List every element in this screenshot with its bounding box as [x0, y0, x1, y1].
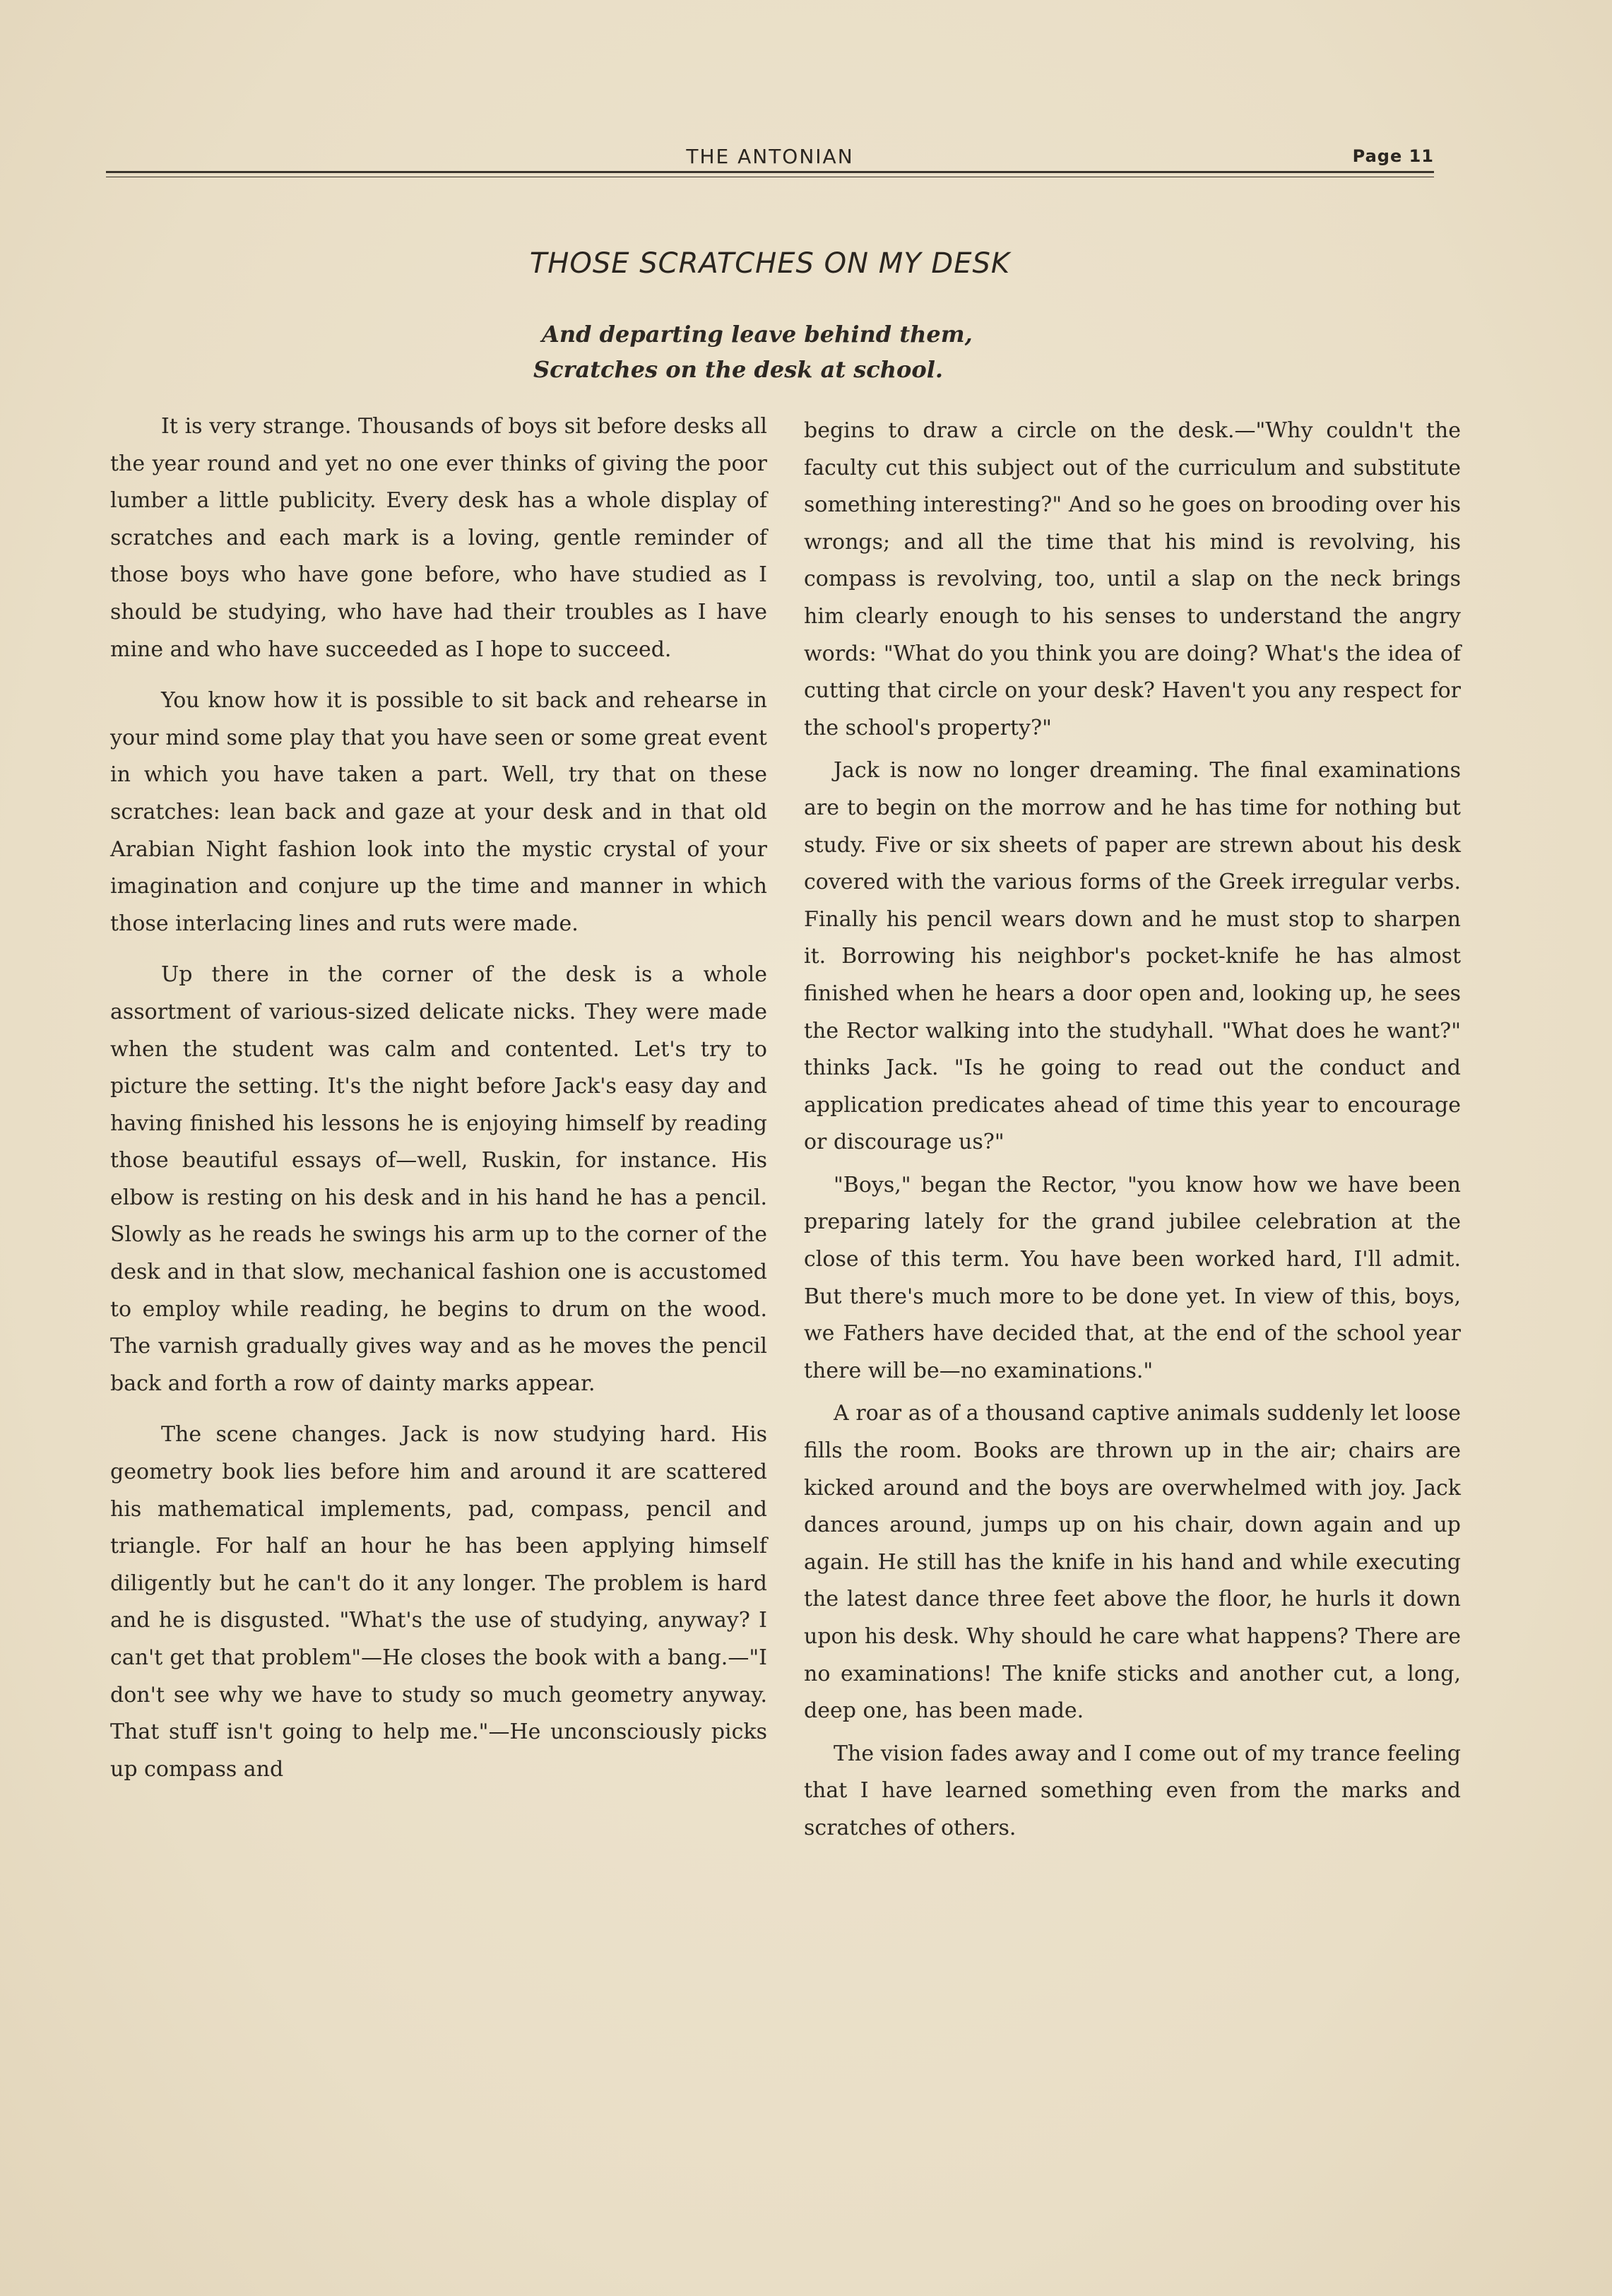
running-header [106, 145, 1434, 173]
paragraph: "Boys," began the Rector, "you know how we have been preparing lately for the grand jubilee celebration at the close of this term. You have been worked hard, I'll admit. But there's much more to be done yet. In view of this, boys, we Fathers have decided that, at the end of the school year there will be—no examinations." [804, 1172, 1461, 1383]
header-rule [106, 171, 1434, 173]
paragraph: It is very strange. Thousands of boys sit before desks all the year round and yet no one ever thinks of giving the poor lumber a little publicity. Every desk has a whole display of scratches and each mark is a loving, gentle reminder of those boys who have gone before, who have studied as I should be studying, who have had their troubles as I have mine and who have succeeded as I hope to succeed. [110, 414, 767, 662]
page-number: Page 11 [1352, 146, 1434, 166]
paragraph: The scene changes. Jack is now studying hard. His geometry book lies before him and around it are scattered his mathematical implements, pad, compass, pencil and triangle. For half an hour he has been applying himself diligently but he can't do it any longer. The problem is hard and he is disgusted. "What's the use of studying, anyway? I can't get that problem"—He closes the book with a bang.—"I don't see why we have to study so much geometry anyway. That stuff isn't going to help me."—He unconsciously picks up compass and [110, 1422, 767, 1782]
article-title: THOSE SCRATCHES ON MY DESK [529, 247, 1011, 280]
publication-name: THE ANTONIAN [686, 145, 854, 168]
paragraph: The vision fades away and I come out of my trance feeling that I have learned something even from the marks and scratches of others. [804, 1741, 1461, 1840]
paragraph: Up there in the corner of the desk is a whole assortment of various-sized delicate nicks. They were made when the student was calm and contented. Let's try to picture the setting. It's the night before Jack's easy day and having finished his lessons he is enjoying himself by reading those beautiful essays of—well, Ruskin, for instance. His elbow is resting on his desk and in his hand he has a pencil. Slowly as he reads he swings his arm up to the corner of the desk and in that slow, mechanical fashion one is accustomed to employ while reading, he begins to drum on the wood. The varnish gradually gives way and as he moves the pencil back and forth a row of dainty marks appear. [110, 962, 767, 1396]
epigraph-line: And departing leave behind them, [542, 321, 973, 348]
epigraph-line: Scratches on the desk at school. [533, 356, 943, 383]
left-column [110, 408, 767, 1802]
paragraph: begins to draw a circle on the desk.—"Why couldn't the faculty cut this subject out of the curriculum and substitute something interesting?" And so he goes on brooding over his wrongs; and all the time that his mind is revolving, his compass is revolving, too, until a slap on the neck brings him clearly enough to his senses to understand the angry words: "What do you think you are doing? What's the idea of cutting that circle on your desk? Haven't you any respect for the school's property?" [804, 418, 1461, 740]
paragraph: You know how it is possible to sit back and rehearse in your mind some play that you have seen or some great event in which you have taken a part. Well, try that on these scratches: lean back and gaze at your desk and in that old Arabian Night fashion look into the mystic crystal of your imagination and conjure up the time and manner in which those interlacing lines and ruts were made. [110, 688, 767, 936]
epigraph [533, 316, 1042, 387]
paragraph: A roar as of a thousand captive animals suddenly let loose fills the room. Books are thrown up in the air; chairs are kicked around and the boys are overwhelmed with joy. Jack dances around, jumps up on his chair, down again and up again. He still has the knife in his hand and while executing the latest dance three feet above the floor, he hurls it down upon his desk. Why should he care what happens? There are no examinations! The knife sticks and another cut, a long, deep one, has been made. [804, 1401, 1461, 1724]
right-column [804, 413, 1461, 1853]
paragraph: Jack is now no longer dreaming. The final examinations are to begin on the morrow and he has time for nothing but study. Five or six sheets of paper are strewn about his desk covered with the various forms of the Greek irregular verbs. Finally his pencil wears down and he must stop to sharpen it. Borrowing his neighbor's pocket-knife he has almost finished when he hears a door open and, looking up, he sees the Rector walking into the studyhall. "What does he want?" thinks Jack. "Is he going to read out the conduct and application predicates ahead of time this year to encourage or discourage us?" [804, 758, 1461, 1155]
